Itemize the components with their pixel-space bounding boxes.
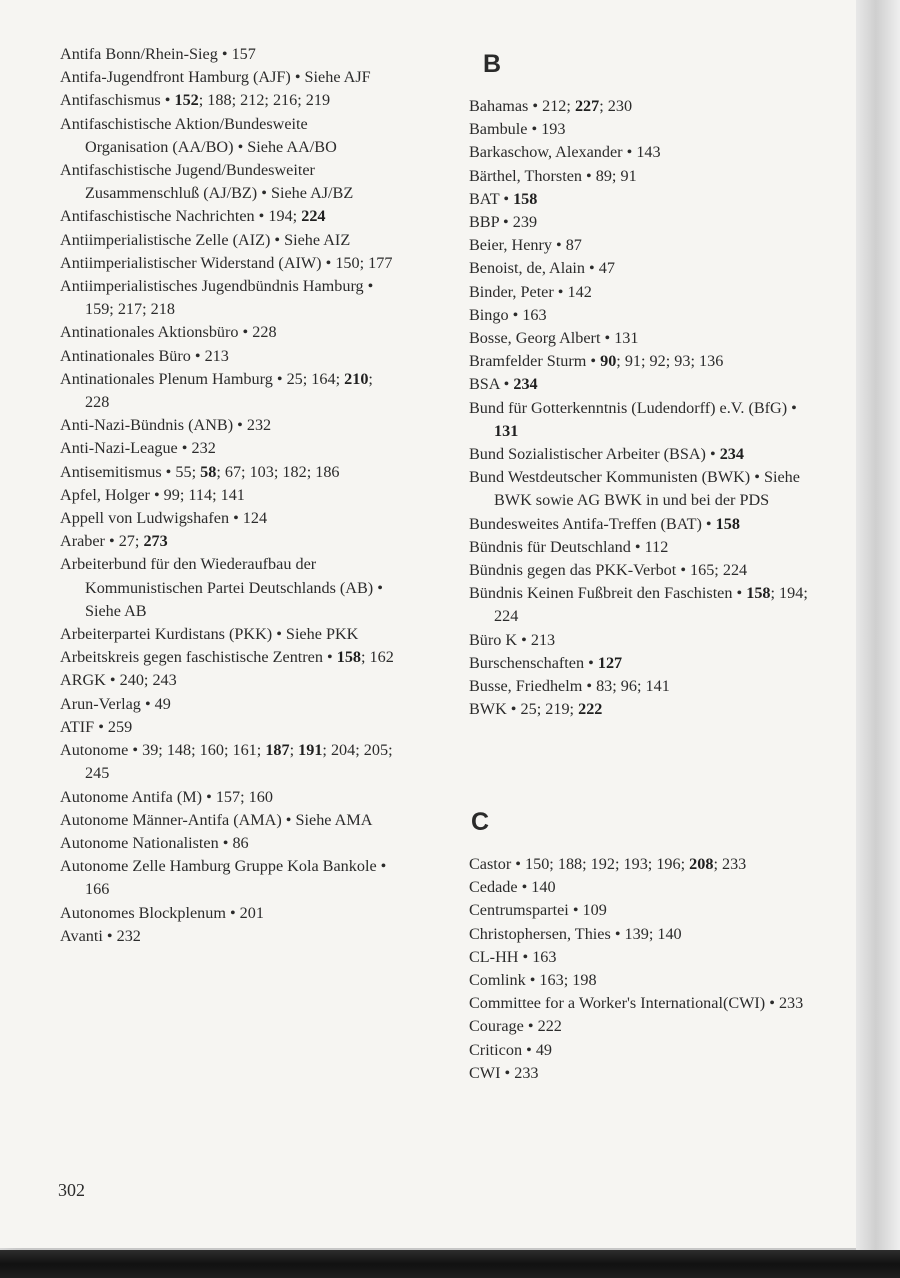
- entry-text: Antifaschistische Jugend/Bundesweiter Zusammenschluß (AJ/BZ) • Siehe AJ/BZ: [60, 161, 354, 203]
- index-entry: [469, 536, 809, 559]
- index-entry: [60, 414, 395, 437]
- entry-text: Bärthel, Thorsten • 89; 91: [469, 166, 637, 185]
- scanner-edge: [0, 1250, 900, 1278]
- entry-text: ;: [289, 741, 299, 760]
- entry-text: Antifaschistische Aktion/Bundesweite Organisation (AA/BO) • Siehe AA/BO: [60, 114, 337, 156]
- section-heading-c: C: [471, 808, 490, 836]
- index-entry: [469, 281, 809, 304]
- bold-page-ref: 208: [689, 855, 714, 873]
- index-entry: [60, 925, 395, 948]
- index-entry: [469, 698, 809, 721]
- entry-text: BAT •: [469, 189, 514, 208]
- entry-text: Arbeitskreis gegen faschistische Zentren •: [60, 648, 337, 667]
- page-edge-shadow: [856, 0, 900, 1278]
- index-entry: [469, 675, 809, 698]
- index-entry: [469, 211, 809, 234]
- entry-text: ; 162: [361, 648, 394, 667]
- index-entry: [60, 159, 395, 205]
- index-entry: [60, 205, 395, 228]
- entry-text: Castor • 150; 188; 192; 193; 196;: [469, 855, 690, 873]
- index-entry: [60, 113, 395, 159]
- entry-text: Bündnis Keinen Fußbreit den Faschisten •: [469, 584, 747, 603]
- index-entry: [469, 141, 809, 164]
- index-entry: [60, 553, 395, 623]
- page-number: 302: [58, 1180, 85, 1200]
- index-entry: [469, 899, 809, 922]
- index-entry: [60, 437, 395, 460]
- entry-text: Autonome • 39; 148; 160; 161;: [60, 741, 266, 760]
- entry-text: Criticon • 49: [469, 1040, 553, 1059]
- bold-page-ref: 210: [344, 369, 369, 388]
- bold-page-ref: 152: [174, 91, 199, 110]
- entry-text: Bund für Gotterkenntnis (Ludendorff) e.V. (BfG) •: [469, 398, 797, 417]
- index-entry: [60, 507, 395, 530]
- index-entry: [469, 373, 809, 396]
- index-entry: [469, 629, 809, 652]
- index-entry: [60, 669, 395, 692]
- index-entry: [60, 693, 395, 716]
- entry-text: Antifaschismus •: [60, 91, 175, 110]
- entry-text: Antiimperialistischer Widerstand (AIW) • 150; 177: [60, 253, 393, 272]
- entry-text: BWK • 25; 219;: [469, 700, 579, 719]
- index-entry: [60, 66, 395, 89]
- index-entry: [469, 257, 809, 280]
- entry-text: Beier, Henry • 87: [469, 236, 582, 255]
- index-entry: [60, 786, 395, 809]
- bold-page-ref: 224: [301, 207, 326, 226]
- index-entry: [60, 646, 395, 669]
- entry-text: Antifa Bonn/Rhein-Sieg • 157: [60, 45, 256, 63]
- index-entry: [60, 275, 395, 321]
- entry-text: Antifaschistische Nachrichten • 194;: [60, 207, 302, 226]
- bold-page-ref: 90: [600, 352, 617, 371]
- entry-text: Christophersen, Thies • 139; 140: [469, 924, 682, 943]
- entry-text: Autonomes Blockplenum • 201: [60, 903, 264, 922]
- entry-text: Anti-Nazi-Bündnis (ANB) • 232: [60, 416, 272, 435]
- entry-text: Autonome Nationalisten • 86: [60, 833, 249, 852]
- bold-page-ref: 234: [513, 375, 538, 394]
- index-entry: [469, 513, 809, 536]
- index-entry: [469, 188, 809, 211]
- entry-text: Antisemitismus • 55;: [60, 462, 201, 481]
- entry-text: Antiimperialistisches Jugendbündnis Hamburg • 159; 217; 218: [60, 277, 374, 319]
- entry-text: Bündnis gegen das PKK-Verbot • 165; 224: [469, 561, 748, 580]
- bold-page-ref: 131: [494, 421, 519, 440]
- bold-page-ref: 234: [719, 445, 744, 464]
- entry-text: Barkaschow, Alexander • 143: [469, 143, 661, 162]
- entry-text: Antifa-Jugendfront Hamburg (AJF) • Siehe AJF: [60, 68, 371, 87]
- entry-text: Anti-Nazi-League • 232: [60, 439, 216, 458]
- entry-text: ; 228: [85, 369, 373, 412]
- entry-text: Bundesweites Antifa-Treffen (BAT) •: [469, 514, 716, 533]
- entry-text: ; 230: [599, 97, 633, 115]
- entry-text: Arbeiterbund für den Wiederaufbau der Kommunistischen Partei Deutschlands (AB) • Siehe AB: [60, 555, 383, 620]
- index-entry: [469, 923, 809, 946]
- entry-text: Antiimperialistische Zelle (AIZ) • Siehe AIZ: [60, 230, 351, 249]
- entry-text: Burschenschaften •: [469, 653, 598, 672]
- entry-text: ARGK • 240; 243: [60, 671, 177, 690]
- entry-text: Apfel, Holger • 99; 114; 141: [60, 485, 245, 504]
- bold-page-ref: 127: [597, 653, 623, 672]
- index-entry: [469, 350, 809, 373]
- entry-text: ; 233: [713, 855, 747, 873]
- index-entry: [469, 992, 809, 1015]
- entry-text: ; 194; 224: [494, 584, 808, 626]
- index-entry: [469, 327, 809, 350]
- index-entry: [60, 43, 395, 66]
- entry-text: Araber • 27;: [60, 532, 144, 551]
- index-entry: [469, 95, 809, 118]
- index-entry: [60, 252, 395, 275]
- entry-text: Bambule • 193: [469, 120, 566, 139]
- entry-text: Antinationales Aktionsbüro • 228: [60, 323, 277, 342]
- entry-text: Appell von Ludwigshafen • 124: [60, 509, 268, 528]
- index-entry: [469, 853, 809, 876]
- bold-page-ref: 227: [574, 97, 600, 115]
- entry-text: CWI • 233: [469, 1063, 539, 1082]
- bold-page-ref: 158: [746, 584, 771, 603]
- bold-page-ref: 158: [715, 514, 740, 533]
- entry-text: Busse, Friedhelm • 83; 96; 141: [469, 677, 670, 696]
- index-entry: [60, 461, 395, 484]
- entry-text: Arun-Verlag • 49: [60, 694, 171, 713]
- index-entry: [469, 118, 809, 141]
- index-entry: [60, 902, 395, 925]
- index-entry: [60, 89, 395, 112]
- entry-text: Antinationales Plenum Hamburg • 25; 164;: [60, 369, 345, 388]
- index-entry: [60, 368, 395, 414]
- index-entry: [469, 1039, 809, 1062]
- index-entry: [60, 345, 395, 368]
- index-entry: [60, 321, 395, 344]
- entry-text: Bund Westdeutscher Kommunisten (BWK) • Siehe BWK sowie AG BWK in und bei der PDS: [469, 468, 800, 510]
- index-entry: [60, 855, 395, 901]
- index-column-right-c: [469, 853, 809, 1085]
- index-entry: [469, 466, 809, 512]
- entry-text: ; 91; 92; 93; 136: [616, 352, 724, 371]
- entry-text: Bündnis für Deutschland • 112: [469, 537, 669, 556]
- index-entry: [469, 876, 809, 899]
- bold-page-ref: 191: [298, 741, 323, 760]
- index-entry: [60, 530, 395, 553]
- bold-page-ref: 58: [200, 462, 217, 481]
- entry-text: ; 67; 103; 182; 186: [216, 462, 340, 481]
- index-entry: [469, 397, 809, 443]
- entry-text: ATIF • 259: [60, 717, 133, 736]
- entry-text: ; 204; 205; 245: [85, 741, 393, 783]
- entry-text: Antinationales Büro • 213: [60, 346, 229, 365]
- entry-text: Autonome Männer-Antifa (AMA) • Siehe AMA: [60, 810, 373, 829]
- bold-page-ref: 158: [513, 189, 538, 208]
- entry-text: BSA •: [469, 375, 514, 394]
- entry-text: BBP • 239: [469, 213, 538, 232]
- entry-text: Bramfelder Sturm •: [469, 352, 601, 371]
- entry-text: Benoist, de, Alain • 47: [469, 259, 615, 278]
- bold-page-ref: 158: [336, 648, 361, 667]
- index-column-right-b: [469, 95, 809, 721]
- index-entry: [60, 832, 395, 855]
- entry-text: Courage • 222: [469, 1017, 562, 1036]
- entry-text: Committee for a Worker's International(CWI) • 233: [469, 994, 804, 1013]
- index-entry: [469, 304, 809, 327]
- index-column-left: [60, 43, 395, 948]
- entry-text: Arbeiterpartei Kurdistans (PKK) • Siehe PKK: [60, 625, 359, 644]
- index-entry: [60, 229, 395, 252]
- section-heading-b: B: [483, 50, 502, 78]
- entry-text: CL-HH • 163: [469, 947, 557, 966]
- index-entry: [469, 443, 809, 466]
- entry-text: Bund Sozialistischer Arbeiter (BSA) •: [469, 445, 720, 464]
- index-entry: [469, 969, 809, 992]
- index-entry: [469, 946, 809, 969]
- bold-page-ref: 273: [143, 532, 168, 551]
- entry-text: Büro K • 213: [469, 630, 556, 649]
- index-entry: [60, 809, 395, 832]
- index-entry: [469, 582, 809, 628]
- index-entry: [469, 234, 809, 257]
- index-entry: [469, 1015, 809, 1038]
- entry-text: Comlink • 163; 198: [469, 971, 597, 990]
- entry-text: Autonome Antifa (M) • 157; 160: [60, 787, 273, 806]
- entry-text: Avanti • 232: [60, 926, 141, 945]
- index-entry: [469, 559, 809, 582]
- index-entry: [469, 1062, 809, 1085]
- entry-text: ; 188; 212; 216; 219: [198, 91, 331, 110]
- index-entry: [60, 716, 395, 739]
- entry-text: Bahamas • 212;: [469, 97, 575, 115]
- entry-text: Centrumspartei • 109: [469, 901, 607, 920]
- entry-text: Cedade • 140: [469, 878, 556, 897]
- index-entry: [60, 484, 395, 507]
- entry-text: Autonome Zelle Hamburg Gruppe Kola Bankole • 166: [60, 857, 387, 899]
- index-entry: [469, 165, 809, 188]
- bold-page-ref: 187: [265, 741, 290, 760]
- entry-text: Binder, Peter • 142: [469, 282, 592, 301]
- entry-text: Bosse, Georg Albert • 131: [469, 329, 639, 348]
- index-entry: [469, 652, 809, 675]
- index-entry: [60, 739, 395, 785]
- entry-text: Bingo • 163: [469, 305, 547, 324]
- index-entry: [60, 623, 395, 646]
- bold-page-ref: 222: [578, 700, 603, 719]
